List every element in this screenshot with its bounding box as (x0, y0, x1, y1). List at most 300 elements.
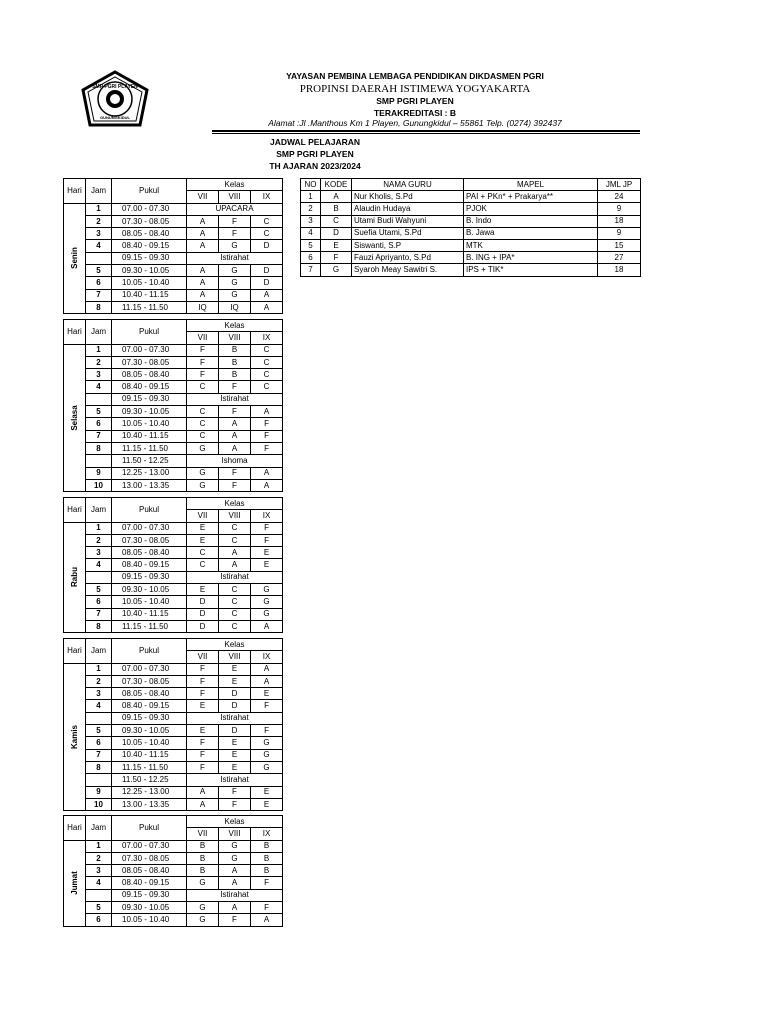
kelas-vii-cell: C (187, 559, 219, 571)
kelas-viii-cell: A (219, 430, 251, 442)
pukul-cell: 10.40 - 11.15 (112, 430, 187, 442)
teacher-nama: Alaudin Hudaya (352, 203, 464, 215)
kelas-viii-cell: E (219, 675, 251, 687)
jam-cell (86, 393, 112, 405)
pukul-cell: 08.40 - 09.15 (112, 700, 187, 712)
pukul-cell: 08.40 - 09.15 (112, 381, 187, 393)
header-propinsi: PROPINSI DAERAH ISTIMEWA YOGYAKARTA (299, 83, 531, 95)
pukul-cell: 09.30 - 10.05 (112, 265, 187, 277)
col-header-viii: VIII (219, 828, 251, 840)
teacher-header-no: NO (301, 179, 321, 191)
kelas-vii-cell: A (187, 228, 219, 240)
jam-cell: 3 (86, 865, 112, 877)
table-row (64, 737, 283, 749)
kelas-viii-cell: G (219, 240, 251, 252)
table-row (64, 289, 283, 301)
pukul-cell: 10.05 - 10.40 (112, 737, 187, 749)
pukul-cell: 07.30 - 08.05 (112, 534, 187, 546)
logo-bottom-text: GUNUNGKIDUL (100, 115, 130, 120)
school-logo (80, 70, 150, 128)
teacher-mapel: IPS + TIK* (464, 264, 598, 276)
table-row (64, 393, 283, 405)
teacher-no: 3 (301, 215, 321, 227)
table-row (64, 203, 283, 215)
teacher-no: 4 (301, 227, 321, 239)
jam-cell: 9 (86, 786, 112, 798)
pukul-cell: 11.15 - 11.50 (112, 301, 187, 313)
kelas-viii-cell: G (219, 852, 251, 864)
header-akreditasi: TERAKREDITASI : B (373, 108, 456, 118)
teacher-kode: B (321, 203, 352, 215)
kelas-ix-cell: A (251, 406, 283, 418)
col-header-pukul: Pukul (112, 179, 187, 204)
jam-cell: 2 (86, 356, 112, 368)
teacher-kode: G (321, 264, 352, 276)
doc-subtitle-school: SMP PGRI PLAYEN (276, 149, 354, 159)
teacher-mapel: PJOK (464, 203, 598, 215)
table-row (64, 675, 283, 687)
col-header-vii: VII (187, 651, 219, 663)
kelas-ix-cell: A (251, 479, 283, 491)
pukul-cell: 09.15 - 09.30 (112, 393, 187, 405)
table-row (64, 749, 283, 761)
pukul-cell: 07.00 - 07.30 (112, 663, 187, 675)
pukul-cell: 10.05 - 10.40 (112, 914, 187, 926)
table-row (301, 203, 641, 215)
col-header-ix: IX (251, 191, 283, 203)
kelas-ix-cell: C (251, 344, 283, 356)
kelas-ix-cell: G (251, 761, 283, 773)
kelas-ix-cell: A (251, 663, 283, 675)
jam-cell: 6 (86, 737, 112, 749)
kelas-ix-cell: A (251, 914, 283, 926)
kelas-viii-cell: C (219, 534, 251, 546)
kelas-viii-cell: E (219, 737, 251, 749)
jam-cell: 6 (86, 914, 112, 926)
kelas-ix-cell: F (251, 725, 283, 737)
pukul-cell: 08.05 - 08.40 (112, 688, 187, 700)
jam-cell: 4 (86, 559, 112, 571)
kelas-viii-cell: A (219, 418, 251, 430)
jam-cell: 8 (86, 620, 112, 632)
kelas-viii-cell: F (219, 467, 251, 479)
jam-cell: 5 (86, 584, 112, 596)
kelas-viii-cell: D (219, 688, 251, 700)
teacher-jml-jp: 27 (598, 252, 641, 264)
kelas-vii-cell: B (187, 852, 219, 864)
table-row (64, 700, 283, 712)
table-row (64, 786, 283, 798)
kelas-ix-cell: G (251, 737, 283, 749)
kelas-vii-cell: F (187, 737, 219, 749)
kelas-viii-cell: F (219, 406, 251, 418)
pukul-cell: 11.50 - 12.25 (112, 774, 187, 786)
jam-cell: 8 (86, 301, 112, 313)
kelas-ix-cell: F (251, 700, 283, 712)
jam-cell: 6 (86, 277, 112, 289)
pukul-cell: 13.00 - 13.35 (112, 798, 187, 810)
jam-cell (86, 252, 112, 264)
jam-cell: 4 (86, 877, 112, 889)
teacher-kode: A (321, 191, 352, 203)
col-header-pukul: Pukul (112, 498, 187, 523)
header-yayasan: YAYASAN PEMBINA LEMBAGA PENDIDIKAN DIKDASMEN PGRI (286, 71, 544, 81)
table-row (64, 663, 283, 675)
jam-cell: 1 (86, 203, 112, 215)
table-row (64, 688, 283, 700)
jam-cell: 3 (86, 688, 112, 700)
col-header-hari: Hari (64, 320, 86, 345)
kelas-viii-cell: F (219, 914, 251, 926)
day-name: Kamis (69, 724, 79, 749)
teacher-table (300, 178, 641, 277)
pukul-cell: 09.15 - 09.30 (112, 889, 187, 901)
schedule-table-jumat (63, 815, 283, 927)
teacher-no: 5 (301, 239, 321, 251)
col-header-jam: Jam (86, 498, 112, 523)
kelas-vii-cell: F (187, 369, 219, 381)
jam-cell: 3 (86, 228, 112, 240)
kelas-ix-cell: E (251, 798, 283, 810)
kelas-vii-cell: C (187, 430, 219, 442)
kelas-viii-cell: G (219, 265, 251, 277)
kelas-ix-cell: G (251, 596, 283, 608)
pukul-cell: 11.50 - 12.25 (112, 455, 187, 467)
teacher-mapel: PAI + PKn* + Prakarya** (464, 191, 598, 203)
kelas-viii-cell: G (219, 840, 251, 852)
break-cell: Istirahat (187, 774, 283, 786)
schedule-table-kamis (63, 638, 283, 811)
day-label (64, 203, 86, 314)
pukul-cell: 09.30 - 10.05 (112, 725, 187, 737)
jam-cell (86, 571, 112, 583)
pukul-cell: 07.00 - 07.30 (112, 522, 187, 534)
day-label (64, 522, 86, 633)
teacher-no: 1 (301, 191, 321, 203)
kelas-ix-cell: F (251, 442, 283, 454)
table-row (64, 479, 283, 491)
kelas-vii-cell: E (187, 534, 219, 546)
jam-cell: 9 (86, 467, 112, 479)
kelas-vii-cell: F (187, 344, 219, 356)
pukul-cell: 08.05 - 08.40 (112, 547, 187, 559)
pukul-cell: 07.30 - 08.05 (112, 852, 187, 864)
jam-cell (86, 455, 112, 467)
kelas-vii-cell: C (187, 381, 219, 393)
break-cell: Istirahat (187, 571, 283, 583)
teacher-nama: Utami Budi Wahyuni (352, 215, 464, 227)
kelas-vii-cell: F (187, 688, 219, 700)
kelas-viii-cell: A (219, 442, 251, 454)
kelas-vii-cell: B (187, 840, 219, 852)
kelas-viii-cell: C (219, 584, 251, 596)
pukul-cell: 10.40 - 11.15 (112, 289, 187, 301)
break-cell: Istirahat (187, 393, 283, 405)
teacher-jml-jp: 9 (598, 203, 641, 215)
table-row (64, 381, 283, 393)
table-row (64, 559, 283, 571)
jam-cell: 4 (86, 381, 112, 393)
kelas-ix-cell: G (251, 749, 283, 761)
schedule-table-rabu (63, 497, 283, 633)
table-row (64, 228, 283, 240)
kelas-viii-cell: C (219, 522, 251, 534)
kelas-ix-cell: E (251, 688, 283, 700)
pukul-cell: 11.15 - 11.50 (112, 620, 187, 632)
teacher-jml-jp: 9 (598, 227, 641, 239)
pukul-cell: 07.00 - 07.30 (112, 344, 187, 356)
jam-cell: 8 (86, 761, 112, 773)
kelas-ix-cell: C (251, 215, 283, 227)
kelas-ix-cell: C (251, 369, 283, 381)
table-row (64, 455, 283, 467)
jam-cell: 5 (86, 406, 112, 418)
kelas-vii-cell: A (187, 786, 219, 798)
teacher-jml-jp: 18 (598, 264, 641, 276)
kelas-viii-cell: B (219, 344, 251, 356)
kelas-ix-cell: D (251, 277, 283, 289)
kelas-vii-cell: F (187, 675, 219, 687)
kelas-viii-cell: B (219, 369, 251, 381)
table-row (64, 852, 283, 864)
jam-cell: 10 (86, 479, 112, 491)
col-header-hari: Hari (64, 816, 86, 841)
jam-cell: 1 (86, 522, 112, 534)
kelas-ix-cell: F (251, 902, 283, 914)
teacher-header-mapel: MAPEL (464, 179, 598, 191)
kelas-ix-cell: F (251, 522, 283, 534)
teacher-mapel: MTK (464, 239, 598, 251)
col-header-hari: Hari (64, 179, 86, 204)
teacher-nama: Siswanti, S.P (352, 239, 464, 251)
pukul-cell: 13.00 - 13.35 (112, 479, 187, 491)
col-header-viii: VIII (219, 651, 251, 663)
jam-cell: 2 (86, 675, 112, 687)
teacher-nama: Suefia Utami, S.Pd (352, 227, 464, 239)
pukul-cell: 09.30 - 10.05 (112, 406, 187, 418)
pukul-cell: 11.15 - 11.50 (112, 761, 187, 773)
kelas-vii-cell: E (187, 725, 219, 737)
kelas-vii-cell: F (187, 663, 219, 675)
jam-cell: 7 (86, 749, 112, 761)
table-row (64, 761, 283, 773)
kelas-ix-cell: B (251, 852, 283, 864)
kelas-vii-cell: F (187, 761, 219, 773)
teacher-no: 6 (301, 252, 321, 264)
jam-cell: 8 (86, 442, 112, 454)
kelas-viii-cell: F (219, 381, 251, 393)
day-name: Jumat (69, 871, 79, 895)
table-row (64, 914, 283, 926)
col-header-ix: IX (251, 332, 283, 344)
kelas-ix-cell: C (251, 381, 283, 393)
jam-cell: 10 (86, 798, 112, 810)
kelas-ix-cell: A (251, 467, 283, 479)
table-row (64, 571, 283, 583)
kelas-vii-cell: E (187, 584, 219, 596)
table-row (64, 356, 283, 368)
kelas-vii-cell: A (187, 215, 219, 227)
jam-cell: 1 (86, 840, 112, 852)
col-header-hari: Hari (64, 639, 86, 664)
header-alamat: Alamat :Jl .Manthous Km 1 Playen, Gunungkidul – 55861 Telp. (0274) 392437 (268, 118, 562, 128)
teacher-nama: Nur Kholis, S.Pd (352, 191, 464, 203)
logo-top-text: SMP PGRI PLAYEN (92, 84, 138, 90)
kelas-ix-cell: A (251, 675, 283, 687)
kelas-vii-cell: G (187, 467, 219, 479)
kelas-vii-cell: G (187, 914, 219, 926)
kelas-vii-cell: A (187, 277, 219, 289)
kelas-vii-cell: G (187, 479, 219, 491)
kelas-viii-cell: A (219, 547, 251, 559)
col-header-viii: VIII (219, 510, 251, 522)
kelas-vii-cell: E (187, 522, 219, 534)
kelas-ix-cell: F (251, 418, 283, 430)
break-cell: Istirahat (187, 252, 283, 264)
table-row (64, 277, 283, 289)
table-row (301, 227, 641, 239)
table-row (64, 430, 283, 442)
jam-cell: 3 (86, 547, 112, 559)
table-row (64, 442, 283, 454)
teacher-no: 2 (301, 203, 321, 215)
kelas-ix-cell: A (251, 301, 283, 313)
jam-cell: 1 (86, 663, 112, 675)
kelas-ix-cell: C (251, 356, 283, 368)
pukul-cell: 08.05 - 08.40 (112, 369, 187, 381)
table-row (64, 522, 283, 534)
teacher-nama: Fauzi Apriyanto, S.Pd (352, 252, 464, 264)
pukul-cell: 09.15 - 09.30 (112, 252, 187, 264)
pukul-cell: 09.15 - 09.30 (112, 712, 187, 724)
kelas-viii-cell: IQ (219, 301, 251, 313)
jam-cell: 7 (86, 430, 112, 442)
pukul-cell: 10.05 - 10.40 (112, 418, 187, 430)
col-header-kelas: Kelas (187, 498, 283, 510)
jam-cell (86, 774, 112, 786)
kelas-ix-cell: F (251, 534, 283, 546)
col-header-vii: VII (187, 828, 219, 840)
kelas-vii-cell: D (187, 608, 219, 620)
jam-cell: 4 (86, 240, 112, 252)
kelas-viii-cell: C (219, 596, 251, 608)
pukul-cell: 08.40 - 09.15 (112, 559, 187, 571)
kelas-viii-cell: F (219, 786, 251, 798)
jam-cell (86, 889, 112, 901)
break-cell: Ishoma (187, 455, 283, 467)
kelas-ix-cell: D (251, 265, 283, 277)
jam-cell: 7 (86, 608, 112, 620)
pukul-cell: 12.25 - 13.00 (112, 786, 187, 798)
col-header-ix: IX (251, 651, 283, 663)
col-header-kelas: Kelas (187, 320, 283, 332)
pukul-cell: 09.15 - 09.30 (112, 571, 187, 583)
teacher-kode: C (321, 215, 352, 227)
jam-cell: 1 (86, 344, 112, 356)
kelas-viii-cell: F (219, 479, 251, 491)
pukul-cell: 11.15 - 11.50 (112, 442, 187, 454)
col-header-pukul: Pukul (112, 639, 187, 664)
kelas-viii-cell: F (219, 798, 251, 810)
kelas-ix-cell: E (251, 559, 283, 571)
doc-title: JADWAL PELAJARAN (269, 137, 361, 147)
teacher-kode: D (321, 227, 352, 239)
pukul-cell: 08.05 - 08.40 (112, 228, 187, 240)
col-header-vii: VII (187, 332, 219, 344)
teacher-mapel: B. ING + IPA* (464, 252, 598, 264)
col-header-kelas: Kelas (187, 816, 283, 828)
col-header-jam: Jam (86, 816, 112, 841)
break-cell: UPACARA (187, 203, 283, 215)
col-header-hari: Hari (64, 498, 86, 523)
jam-cell: 6 (86, 596, 112, 608)
table-row (301, 215, 641, 227)
table-row (64, 596, 283, 608)
break-cell: Istirahat (187, 712, 283, 724)
pukul-cell: 07.30 - 08.05 (112, 675, 187, 687)
col-header-kelas: Kelas (187, 639, 283, 651)
pukul-cell: 07.30 - 08.05 (112, 215, 187, 227)
kelas-vii-cell: G (187, 902, 219, 914)
pukul-cell: 08.05 - 08.40 (112, 865, 187, 877)
pukul-cell: 10.40 - 11.15 (112, 749, 187, 761)
pukul-cell: 08.40 - 09.15 (112, 240, 187, 252)
teacher-kode: E (321, 239, 352, 251)
col-header-pukul: Pukul (112, 320, 187, 345)
kelas-ix-cell: E (251, 786, 283, 798)
kelas-ix-cell: D (251, 240, 283, 252)
jam-cell (86, 712, 112, 724)
teacher-header-jml: JML JP (598, 179, 641, 191)
pukul-cell: 10.40 - 11.15 (112, 608, 187, 620)
header-divider (212, 130, 640, 132)
col-header-vii: VII (187, 191, 219, 203)
kelas-viii-cell: C (219, 620, 251, 632)
kelas-viii-cell: G (219, 289, 251, 301)
jam-cell: 4 (86, 700, 112, 712)
col-header-kelas: Kelas (187, 179, 283, 191)
kelas-viii-cell: A (219, 902, 251, 914)
table-row (64, 467, 283, 479)
teacher-no: 7 (301, 264, 321, 276)
jam-cell: 2 (86, 852, 112, 864)
jam-cell: 2 (86, 534, 112, 546)
jam-cell: 6 (86, 418, 112, 430)
col-header-jam: Jam (86, 639, 112, 664)
kelas-viii-cell: D (219, 700, 251, 712)
kelas-vii-cell: G (187, 877, 219, 889)
teacher-jml-jp: 15 (598, 239, 641, 251)
pukul-cell: 07.00 - 07.30 (112, 203, 187, 215)
kelas-vii-cell: C (187, 406, 219, 418)
schedule-table-selasa (63, 319, 283, 492)
kelas-ix-cell: F (251, 430, 283, 442)
kelas-vii-cell: IQ (187, 301, 219, 313)
teacher-jml-jp: 24 (598, 191, 641, 203)
day-label (64, 344, 86, 492)
col-header-ix: IX (251, 828, 283, 840)
table-row (301, 264, 641, 276)
teacher-nama: Syaroh Meay Sawitri S. (352, 264, 464, 276)
table-row (64, 712, 283, 724)
pukul-cell: 08.40 - 09.15 (112, 877, 187, 889)
teacher-jml-jp: 18 (598, 215, 641, 227)
day-label (64, 840, 86, 926)
table-row (64, 865, 283, 877)
table-row (64, 798, 283, 810)
col-header-viii: VIII (219, 191, 251, 203)
header-divider-thin (212, 133, 640, 134)
